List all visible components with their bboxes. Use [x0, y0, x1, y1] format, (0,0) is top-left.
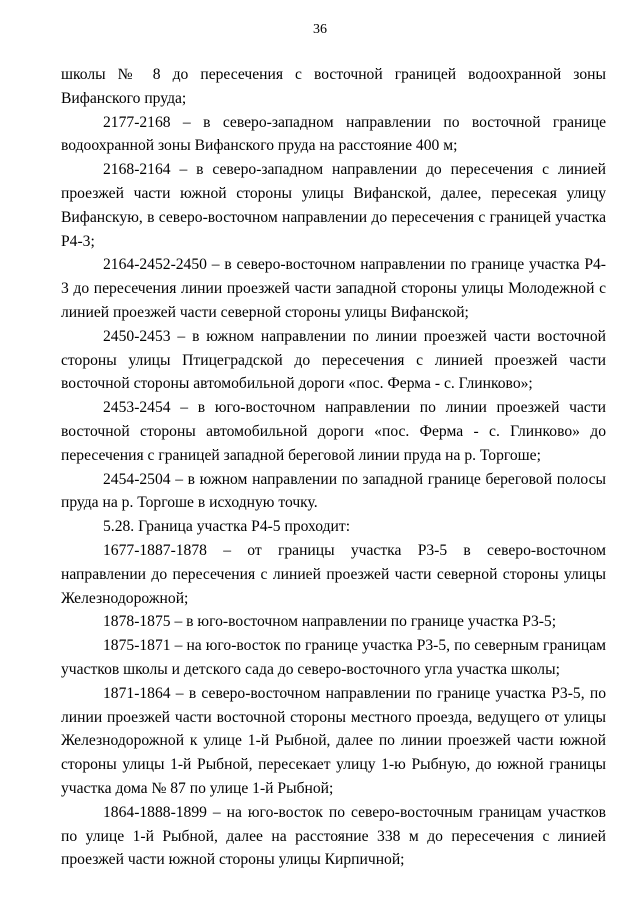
paragraph: 1878-1875 – в юго-восточном направлении по границе участка Р3-5; — [103, 613, 557, 631]
section-heading: 5.28. Граница участка Р4-5 проходит: — [103, 518, 351, 536]
paragraph: 2450-2453 – в южном направлении по линии проезжей части восточной стороны улицы Птицеградской до пересечения с линией проезжей части восточной стороны автомобильной дороги «пос. Ферма - с. Глинково»; — [61, 327, 606, 393]
paragraph: 2454-2504 – в южном направлении по западной границе береговой полосы пруда на р. Торгоше в исходную точку. — [61, 470, 606, 512]
paragraph: 2177-2168 – в северо-западном направлении по восточной границе водоохранной зоны Вифанского пруда на расстояние 400 м; — [61, 113, 606, 155]
document-body — [61, 63, 606, 872]
paragraph: 2168-2164 – в северо-западном направлении до пересечения с линией проезжей части южной стороны улицы Вифанской, далее, пересекая улицу Вифанскую, в северо-восточном направлении до пересечения с границей участка Р4-3; — [61, 161, 606, 250]
paragraph: школы № 8 до пересечения с восточной границей водоохранной зоны Вифанского пруда; — [61, 66, 606, 107]
paragraph: 1677-1887-1878 – от границы участка Р3-5 в северо-восточном направлении до пересечения с линией проезжей части северной стороны улицы Железнодорожной; — [61, 541, 606, 607]
paragraph: 2164-2452-2450 – в северо-восточном направлении по границе участка Р4-3 до пересечения линии проезжей части западной стороны улицы Молодежной с линией проезжей части северной стороны улицы Вифанской; — [61, 256, 606, 321]
paragraph: 1871-1864 – в северо-восточном направлении по границе участка Р3-5, по линии проезжей части восточной стороны местного проезда, ведущего от улицы Железнодорожной к улице 1-й Рыбной, далее по линии проезжей части южной стороны улицы 1-й Рыбной, пересекает улицу 1-ю Рыбную, до южной границы участка дома № 87 по улице 1-й Рыбной; — [61, 684, 606, 797]
paragraph: 1875-1871 – на юго-восток по границе участка Р3-5, по северным границам участков школы и детского сада до северо-восточного угла участка школы; — [61, 637, 606, 678]
page-number: 36 — [313, 22, 327, 37]
paragraph: 2453-2454 – в юго-восточном направлении по линии проезжей части восточной стороны автомобильной дороги «пос. Ферма - с. Глинково» до пересечения с границей западной береговой линии пруда на р. Торгоше; — [61, 399, 606, 464]
paragraph: 1864-1888-1899 – на юго-восток по северо-восточным границам участков по улице 1-й Рыбной, далее на расстояние 338 м до пересечения с линией проезжей части южной стороны улицы Кирпичной; — [61, 803, 606, 869]
